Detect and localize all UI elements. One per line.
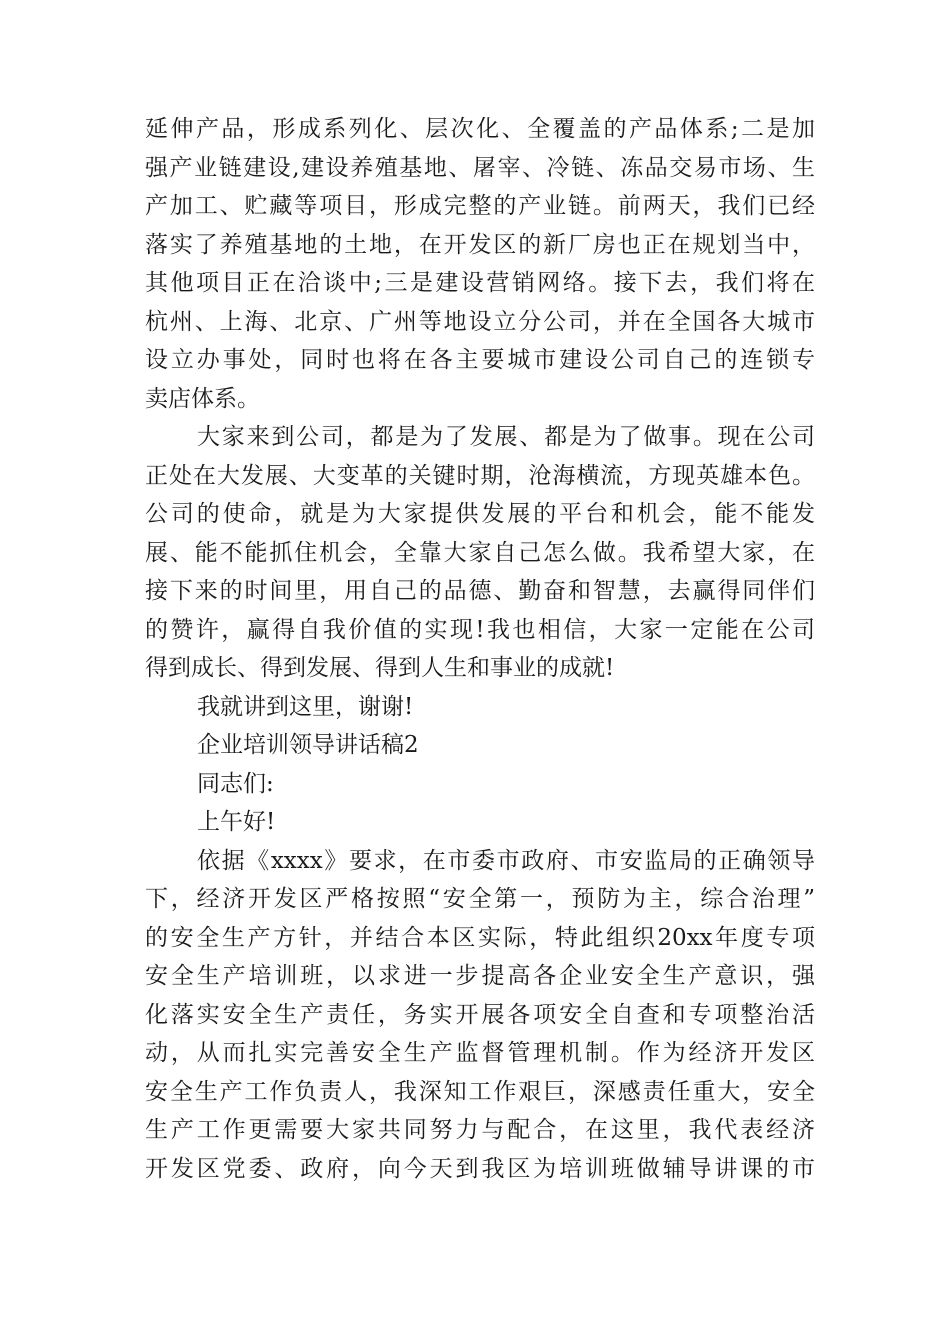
text-line: 杭州、上海、北京、广州等地设立分公司，并在全国各大城市: [145, 308, 815, 335]
text-line: 公司的使命，就是为大家提供发展的平台和机会，能不能发: [145, 501, 815, 527]
text-line: 展、能不能抓住机会，全靠大家自己怎么做。我希望大家，在: [145, 539, 815, 566]
text-line: 同志们:: [197, 770, 274, 797]
text-line: 卖店体系。: [145, 385, 260, 412]
text-line: 产加工、贮藏等项目，形成完整的产业链。前两天，我们已经: [145, 193, 815, 219]
text-line: 大家来到公司，都是为了发展、都是为了做事。现在公司: [197, 424, 815, 450]
text-line: 其他项目正在洽谈中;三是建设营销网络。接下去，我们将在: [145, 270, 815, 296]
text-line: 企业培训领导讲话稿2: [197, 732, 419, 758]
text-line: 强产业链建设,建设养殖基地、屠宰、冷链、冻品交易市场、生: [145, 154, 815, 181]
document-body: [145, 110, 815, 1188]
text-line: 上午好!: [197, 809, 276, 835]
text-line: 的安全生产方针，并结合本区实际，特此组织20xx年度专项: [145, 924, 815, 951]
text-line: 下，经济开发区严格按照“安全第一，预防为主，综合治理”: [145, 886, 815, 912]
text-line: 正处在大发展、大变革的关键时期，沧海横流，方现英雄本色。: [145, 462, 815, 489]
text-line: 安全生产培训班，以求进一步提高各企业安全生产意识，强: [145, 963, 815, 989]
text-line: 化落实安全生产责任，务实开展各项安全自查和专项整治活: [145, 1001, 815, 1028]
text-line: 设立办事处，同时也将在各主要城市建设公司自己的连锁专: [145, 347, 815, 373]
text-line: 的赞许，赢得自我价值的实现!我也相信，大家一定能在公司: [145, 616, 815, 643]
text-line: 安全生产工作负责人，我深知工作艰巨，深感责任重大，安全: [145, 1078, 815, 1105]
text-line: 落实了养殖基地的土地，在开发区的新厂房也正在规划当中，: [145, 231, 815, 258]
text-line: 动，从而扎实完善安全生产监督管理机制。作为经济开发区: [145, 1040, 815, 1066]
text-line: 生产工作更需要大家共同努力与配合，在这里，我代表经济: [145, 1117, 815, 1143]
text-line: 接下来的时间里，用自己的品德、勤奋和智慧，去赢得同伴们: [145, 578, 815, 604]
text-line: 延伸产品，形成系列化、层次化、全覆盖的产品体系;二是加: [145, 116, 815, 142]
text-line: 依据《xxxx》要求，在市委市政府、市安监局的正确领导: [197, 847, 815, 874]
text-line: 得到成长、得到发展、得到人生和事业的成就!: [145, 655, 615, 681]
text-line: 我就讲到这里，谢谢!: [197, 693, 414, 720]
text-line: 开发区党委、政府，向今天到我区为培训班做辅导讲课的市: [145, 1155, 815, 1182]
